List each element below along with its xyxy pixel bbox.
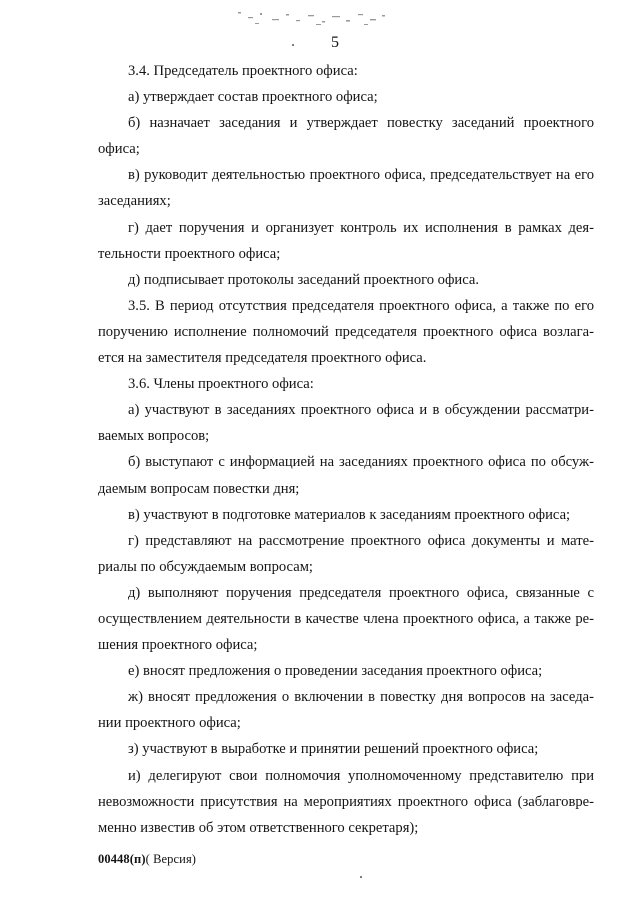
list-item-g: г) представляют на рассмотрение проектного офиса документы и материалы по обсуждаемым вопросам; [98, 532, 594, 575]
section-3-5-paragraph: 3.5. В период отсутствия председателя проектного офиса, а также по его поручению исполнение полномочий председателя проектного офиса возлагается на заместителя председателя проектного офиса. [98, 297, 594, 367]
list-item-i: и) делегируют свои полномочия уполномоченному представителю при невозможности присутствия на мероприятиях проектного офиса (заблаговременно известив об этом ответственного секретаря); [98, 767, 594, 836]
list-item-v: в) руководит деятельностью проектного офиса, председательствует на его заседаниях; [98, 167, 594, 210]
list-item-a: а) утверждает состав проектного офиса; [128, 89, 378, 106]
list-item-e: е) вносят предложения о проведении заседания проектного офиса; [128, 663, 543, 680]
list-item-g: г) дает поручения и организует контроль их исполнения в рамках деятельности проектного офиса; [98, 219, 594, 262]
list-item-v: в) участвуют в подготовке материалов к заседаниям проектного офиса; [128, 506, 571, 523]
scan-speck [360, 876, 362, 878]
list-item-d: д) подписывает протоколы заседаний проектного офиса. [128, 271, 480, 288]
document-body [98, 58, 594, 841]
scan-artifact [230, 8, 400, 30]
scan-speck [292, 44, 294, 46]
page-number: 5 [331, 34, 339, 51]
section-3-6-heading: 3.6. Члены проектного офиса: [128, 376, 314, 393]
list-item-a: а) участвуют в заседаниях проектного офиса и в обсуждении рассматриваемых вопросов; [98, 402, 594, 445]
section-3-4-heading: 3.4. Председатель проектного офиса: [128, 63, 358, 79]
footer-doc-code: 00448(п) [98, 852, 146, 866]
list-item-b: б) назначает заседания и утверждает повестку заседаний проектного офиса; [98, 115, 594, 158]
list-item-b: б) выступают с информацией на заседаниях проектного офиса по обсуждаемым вопросам повестки дня; [98, 454, 594, 497]
list-item-zh: ж) вносят предложения о включении в повестку дня вопросов на заседании проектного офиса; [98, 689, 594, 732]
list-item-d: д) выполняют поручения председателя проектного офиса, связанные с осуществлением деятельности в качестве члена проектного офиса, а также решения проектного офиса; [98, 584, 594, 654]
list-item-z: з) участвуют в выработке и принятии решений проектного офиса; [128, 741, 539, 758]
document-footer-code [98, 852, 196, 867]
footer-version: ( Версия) [145, 852, 197, 866]
